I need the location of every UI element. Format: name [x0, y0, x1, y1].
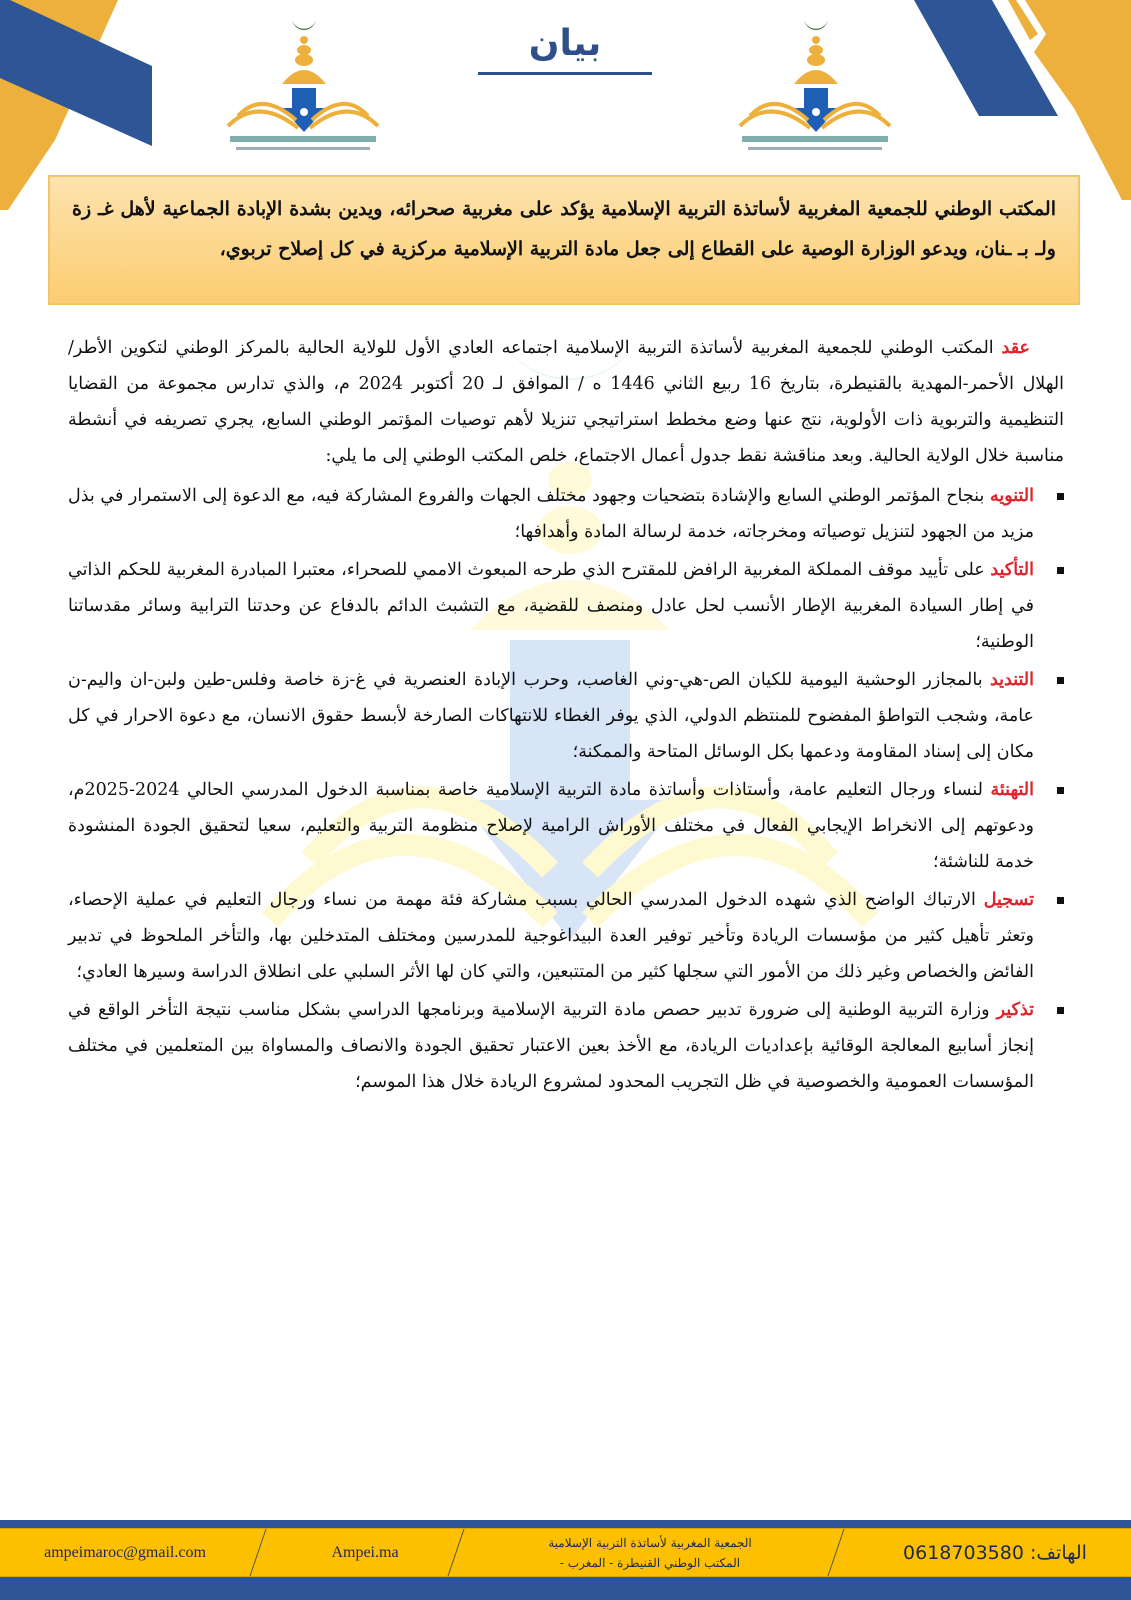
headline-text: المكتب الوطني للجمعية المغربية لأساتذة التربية الإسلامية يؤكد على مغربية صحرائه، ويدين بشدة الإبادة الجماعية لأهل غـ زة ولـ بـ ـنان، ويدعو الوزارة الوصية على القطاع إلى جعل مادة التربية الإسلامية مركزية في كل إصلاح تربوي،	[72, 198, 1056, 260]
item-keyword: تذكير	[996, 1000, 1034, 1020]
intro-text: المكتب الوطني للجمعية المغربية لأساتذة التربية الإسلامية اجتماعه العادي الأول للولاية الحالية بالمركز الوطني لتكوين الأطر/الهلال الأحمر-المهدية بالقنيطرة، بتاريخ 16 ربيع الثاني 1446 ه / الموافق لـ 20 أكتوبر 2024 م، والذي تدارس مجموعة من القضايا التنظيمية والتربوية ذات الأولوية، نتج عنها وضع مخطط استراتيجي تنزيلا لأهم توصيات المؤتمر الوطني السابع، يجري تصريفه في أنشطة مناسبة خلال الولاية الحالية. وبعد مناقشة نقط جدول أعمال الاجتماع، خلص المكتب الوطني إلى ما يلي:	[68, 338, 1064, 466]
title-text: بيان	[528, 23, 602, 64]
association-logo-right	[730, 14, 900, 162]
list-item	[68, 552, 1064, 660]
footer-contact-band	[0, 1528, 1131, 1577]
footer	[0, 1520, 1131, 1600]
headline-box	[48, 175, 1080, 305]
bullet-icon	[1057, 787, 1064, 794]
list-item	[68, 662, 1064, 770]
resolutions-list	[68, 478, 1064, 1100]
bullet-icon	[1057, 493, 1064, 500]
footer-phone: الهاتف: 0618703580	[903, 1541, 1087, 1564]
document-title	[470, 22, 660, 75]
item-keyword: التهنئة	[990, 780, 1034, 800]
item-text: على تأييد موقف المملكة المغربية الرافض للمقترح الذي طرحه المبعوث الاممي للصحراء، معتبرا المبادرة المغربية للحكم الذاتي في إطار السيادة المغربية الإطار الأنسب لحل عادل ومنصف للقضية، مع التشبث الدائم بالدفاع عن وحدتنا الترابية وسائر مقدساتنا الوطنية؛	[68, 560, 1034, 652]
statement-body	[68, 330, 1064, 1102]
item-text: بالمجازر الوحشية اليومية للكيان الص-هي-وني الغاصب، وحرب الإبادة العنصرية في غ-زة خاصة وفلس-طين ولبن-ان واليم-ن عامة، وشجب التواطؤ المفضوح للمنتظم الدولي، الذي يوفر الغطاء للانتهاكات الصارخة لأبسط حقوق الانسان، مع دعوة الاحرار في كل مكان إلى إسناد المقاومة ودعمها بكل الوسائل المتاحة والممكنة؛	[68, 670, 1034, 762]
footer-organization	[470, 1529, 830, 1576]
title-underline	[478, 72, 652, 75]
footer-email-link[interactable]: ampeimaroc@gmail.com	[44, 1543, 206, 1561]
item-text: الارتباك الواضح الذي شهده الدخول المدرسي الحالي بسبب مشاركة فئة مهمة من نساء ورجال التعليم في عملية الإحصاء، وتعثر تأهيل كثير من مؤسسات الريادة وتأخير توفير العدة البيداغوجية للمدرسين ومختلف المتدخلين بها، والتأخر الملحوظ في تدبير الفائض والخصاص وغير ذلك من الأمور التي سجلها كثير من المتتبعين، والتي كان لها الأثر السلبي على انطلاق الدراسة وسيرها العادي؛	[68, 890, 1034, 982]
footer-org-line2: المكتب الوطني القنيطرة - المغرب -	[559, 1555, 741, 1570]
footer-org-line1: الجمعية المغربية لأساتذة التربية الإسلامية	[548, 1535, 752, 1550]
item-keyword: التأكيد	[990, 560, 1034, 580]
item-keyword: التنويه	[989, 486, 1034, 506]
list-item	[68, 882, 1064, 990]
list-item	[68, 478, 1064, 550]
footer-divider	[248, 1529, 268, 1576]
item-text: لنساء ورجال التعليم عامة، وأستاذات وأساتذة مادة التربية الإسلامية خاصة بمناسبة الدخول المدرسي الحالي 2024-2025م، ودعوتهم إلى الانخراط الإيجابي الفعال في مختلف الأوراش الرامية لإصلاح منظومة التربية والتعليم، سعيا لتحقيق الجودة المنشودة خدمة للناشئة؛	[68, 780, 1034, 872]
item-keyword: تسجيل	[983, 890, 1034, 910]
bullet-icon	[1057, 677, 1064, 684]
list-item	[68, 772, 1064, 880]
association-logo-left	[218, 14, 388, 162]
item-keyword: التنديد	[990, 670, 1034, 690]
item-text: وزارة التربية الوطنية إلى ضرورة تدبير حصص مادة التربية الإسلامية وبرنامجها الدراسي بشكل مناسب نتيجة التأخر الواقع في إنجاز أسابيع المعالجة الوقائية بإعداديات الريادة، مع الأخذ بعين الاعتبار تحقيق الجودة والانصاف والمساواة بين المتعلمين في مختلف المؤسسات العمومية والخصوصية في ظل التجريب المحدود لمشروع الريادة خلال هذا الموسم؛	[68, 1000, 1034, 1092]
bullet-icon	[1057, 1007, 1064, 1014]
corner-decoration-right	[900, 0, 1131, 200]
item-text: بنجاح المؤتمر الوطني السابع والإشادة بتضحيات وجهود مختلف الجهات والفروع المشاركة فيه، مع الدعوة إلى الاستمرار في بذل مزيد من الجهود لتنزيل توصياته ومخرجاته، خدمة لرسالة المادة وأهدافها؛	[68, 486, 1034, 542]
bullet-icon	[1057, 897, 1064, 904]
footer-website-link[interactable]: Ampei.ma	[331, 1543, 399, 1561]
intro-keyword: عقد	[1001, 338, 1030, 358]
bullet-icon	[1057, 567, 1064, 574]
list-item	[68, 992, 1064, 1100]
intro-paragraph	[68, 330, 1064, 474]
